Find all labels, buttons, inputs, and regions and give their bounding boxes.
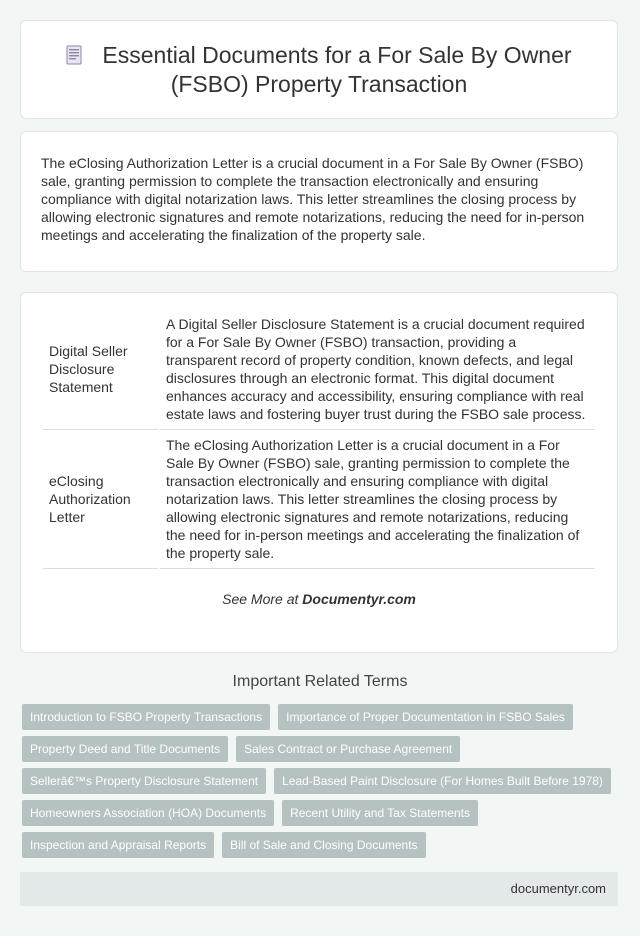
footer	[20, 872, 618, 906]
tag-row	[22, 800, 620, 826]
related-terms-list	[22, 704, 620, 864]
document-name: Digital Seller Disclosure Statement	[43, 311, 158, 430]
page-title	[21, 41, 617, 99]
related-term-tag[interactable]: Sellerâ€™s Property Disclosure Statement	[22, 768, 266, 794]
related-term-tag[interactable]: Introduction to FSBO Property Transactions	[22, 704, 270, 730]
document-icon	[66, 45, 82, 65]
tag-row	[22, 832, 620, 858]
related-term-tag[interactable]: Homeowners Association (HOA) Documents	[22, 800, 274, 826]
see-more-site: Documentyr.com	[302, 591, 416, 607]
documents-card	[20, 292, 618, 653]
document-description: The eClosing Authorization Letter is a crucial document in a For Sale By Owner (FSBO) sale, granting permission to complete the transaction electronically and ensuring compliance with digital notarization laws. This letter streamlines the closing process by allowing electronic signatures and remote notarizations, reducing the need for in-person meetings and accelerating the finalization of the property sale.	[160, 432, 595, 569]
table-row	[43, 311, 595, 430]
related-term-tag[interactable]: Bill of Sale and Closing Documents	[222, 832, 425, 858]
related-term-tag[interactable]: Property Deed and Title Documents	[22, 736, 228, 762]
summary-text: The eClosing Authorization Letter is a crucial document in a For Sale By Owner (FSBO) sale, granting permission to complete the transaction electronically and ensuring compliance with digital notarization laws. This letter streamlines the closing process by allowing electronic signatures and remote notarizations, reducing the need for in-person meetings and accelerating the finalization of the property sale.	[41, 155, 585, 243]
related-term-tag[interactable]: Recent Utility and Tax Statements	[282, 800, 478, 826]
related-term-tag[interactable]: Sales Contract or Purchase Agreement	[236, 736, 460, 762]
document-name: eClosing Authorization Letter	[43, 432, 158, 569]
related-term-tag[interactable]: Importance of Proper Documentation in FSBO Sales	[278, 704, 573, 730]
tag-row	[22, 768, 620, 794]
see-more-prefix: See More at	[222, 591, 303, 607]
related-term-tag[interactable]: Inspection and Appraisal Reports	[22, 832, 214, 858]
see-more-link[interactable]	[41, 591, 597, 607]
related-terms-heading: Important Related Terms	[232, 673, 408, 690]
documents-table	[41, 309, 597, 571]
title-card	[20, 20, 618, 119]
tag-row	[22, 736, 620, 762]
summary-card	[20, 131, 618, 272]
footer-site-link[interactable]: documentyr.com	[510, 881, 606, 896]
table-row	[43, 432, 595, 569]
page-title-text: Essential Documents for a For Sale By Owner (FSBO) Property Transaction	[102, 41, 572, 97]
tag-row	[22, 704, 620, 730]
document-description: A Digital Seller Disclosure Statement is a crucial document required for a For Sale By Owner (FSBO) transaction, providing a transparent record of property condition, known defects, and legal disclosures through an electronic format. This digital document enhances accuracy and accessibility, ensuring compliance with real estate laws and fostering buyer trust during the FSBO sale process.	[160, 311, 595, 430]
related-term-tag[interactable]: Lead-Based Paint Disclosure (For Homes Built Before 1978)	[274, 768, 611, 794]
